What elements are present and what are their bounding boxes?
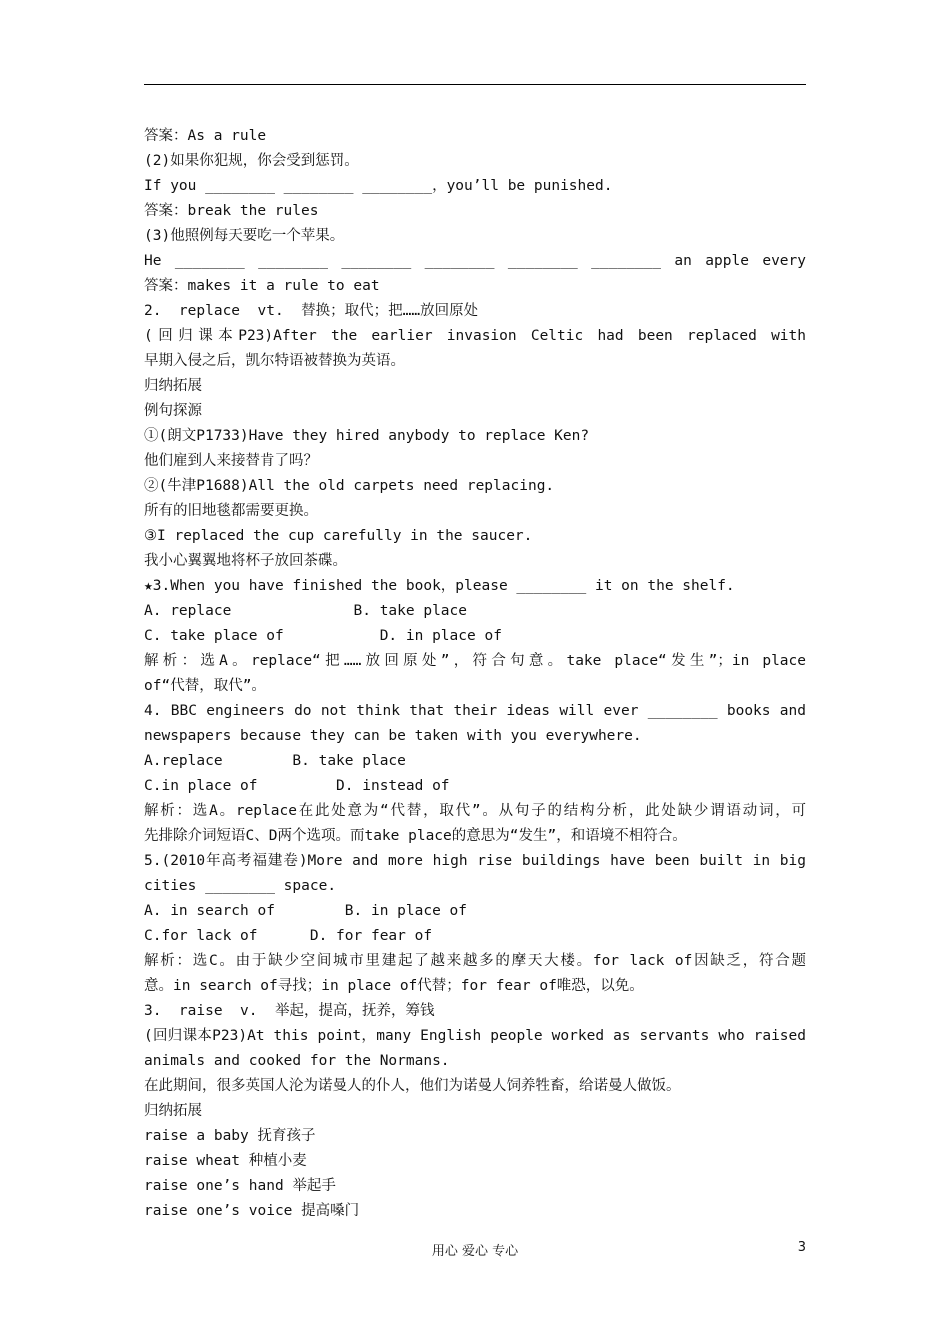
text-line: 4. BBC engineers do not think that their ideas will ever ________ books and — [144, 703, 806, 719]
text-line: animals and cooked for the Normans. — [144, 1053, 450, 1069]
text-line: 归纳拓展 — [144, 1103, 202, 1119]
text-line: 答案：As a rule — [144, 128, 267, 144]
text-line: 解析：选C。由于缺少空间城市里建起了越来越多的摩天大楼。for lack of因缺乏，符合题 — [144, 953, 806, 969]
text-line: cities ________ space. — [144, 878, 337, 894]
text-line: raise wheat 种植小麦 — [144, 1153, 307, 1169]
text-line: (3)他照例每天要吃一个苹果。 — [144, 228, 345, 244]
text-line: 答案：makes it a rule to eat — [144, 278, 380, 294]
text-line: 3. raise v. 举起，提高，抚养，筹钱 — [144, 1003, 435, 1019]
page-number: 3 — [797, 1240, 806, 1255]
text-line: 例句探源 — [144, 403, 202, 419]
text-line: 所有的旧地毯都需要更换。 — [144, 503, 318, 519]
text-line: 解析：选A。replace“把……放回原处”，符合句意。take place“发生”；in place — [144, 653, 806, 669]
text-line: raise one’s voice 提高嗓门 — [144, 1203, 360, 1219]
text-line: A.replace B. take place — [144, 753, 406, 769]
text-line: C. take place of D. in place of — [144, 628, 502, 644]
text-line: (2)如果你犯规，你会受到惩罚。 — [144, 153, 359, 169]
text-line: (回归课本P23)At this point，many English people worked as servants who raised — [144, 1028, 806, 1044]
text-line: ②(牛津P1688)All the old carpets need replacing. — [144, 478, 555, 494]
text-line: 他们雇到人来接替肯了吗？ — [144, 453, 318, 469]
text-line: 解析：选A。replace在此处意为“代替，取代”。从句子的结构分析，此处缺少谓语动词，可 — [144, 803, 806, 819]
text-line: 早期入侵之后，凯尔特语被替换为英语。 — [144, 353, 405, 369]
text-line: (回归课本P23)After the earlier invasion Celtic had been replaced with — [144, 328, 806, 344]
text-line: 在此期间，很多英国人沦为诺曼人的仆人，他们为诺曼人饲养牲畜，给诺曼人做饭。 — [144, 1078, 681, 1094]
text-line: 2. replace vt. 替换；取代；把……放回原处 — [144, 303, 479, 319]
text-line: 归纳拓展 — [144, 378, 202, 394]
text-line: ③I replaced the cup carefully in the saucer. — [144, 528, 533, 544]
text-line: A. replace B. take place — [144, 603, 468, 619]
page-footer: 用心 爱心 专心 — [431, 1244, 519, 1259]
text-line: C.for lack of D. for fear of — [144, 928, 433, 944]
text-line: 先排除介词短语C、D两个选项。而take place的意思为“发生”，和语境不相符合。 — [144, 828, 687, 844]
header-rule — [144, 84, 806, 85]
text-line: ★3.When you have finished the book，please ________ it on the shelf. — [144, 578, 735, 594]
text-line: raise a baby 抚育孩子 — [144, 1128, 316, 1144]
text-line: of“代替，取代”。 — [144, 678, 266, 694]
text-line: He ________ ________ ________ ________ ________ ________ an apple every — [144, 253, 806, 269]
text-line: C.in place of D. instead of — [144, 778, 450, 794]
text-line: A. in search of B. in place of — [144, 903, 468, 919]
text-line: newspapers because they can be taken with you everywhere. — [144, 728, 642, 744]
text-line: raise one’s hand 举起手 — [144, 1178, 336, 1194]
text-line: 5.(2010年高考福建卷)More and more high rise buildings have been built in big — [144, 853, 806, 869]
text-line: If you ________ ________ ________，you’ll be punished. — [144, 178, 613, 194]
text-line: 我小心翼翼地将杯子放回茶碟。 — [144, 553, 347, 569]
text-line: 答案：break the rules — [144, 203, 319, 219]
text-line: ①(朗文P1733)Have they hired anybody to replace Ken? — [144, 428, 590, 444]
page-body — [144, 124, 806, 1224]
text-line: 意。in search of寻找；in place of代替；for fear of唯恐，以免。 — [144, 978, 644, 994]
